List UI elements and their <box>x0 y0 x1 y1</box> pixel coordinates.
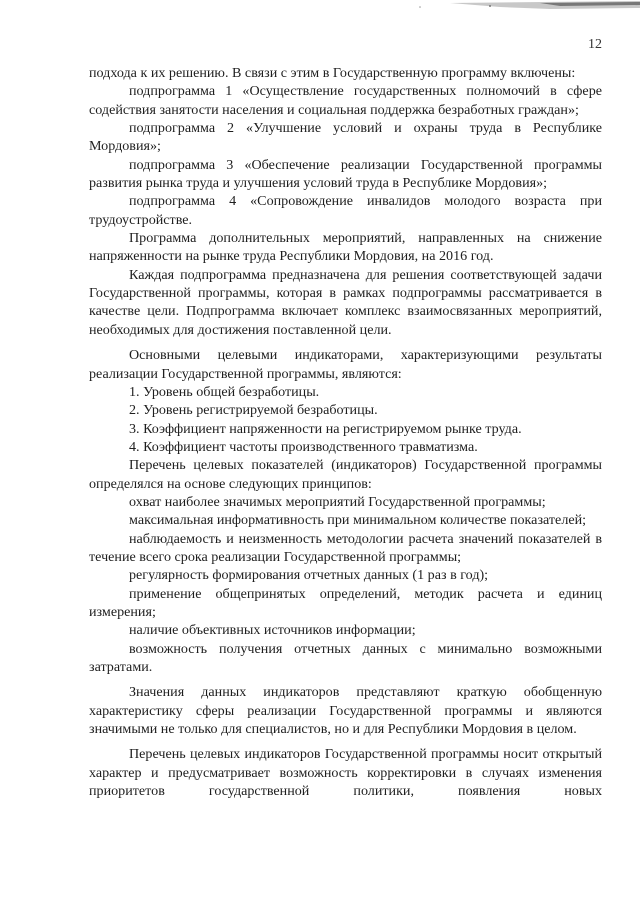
list-item: охват наиболее значимых мероприятий Государственной программы; <box>129 493 546 510</box>
list-item: 4. Коэффициент частоты производственного травматизма. <box>129 438 478 455</box>
paragraph: Каждая подпрограмма предназначена для решения соответствующей задачи Государственной программы, которая в рамках подпрограммы рассматривается в качестве цели. Подпрограмма включает комплекс взаимосвязанных мероприятий, необходимых для достижения поставленной цели. <box>89 266 602 338</box>
paragraph: подхода к их решению. В связи с этим в Государственную программу включены: <box>89 65 576 81</box>
document-body <box>89 64 602 800</box>
list-item: подпрограмма 1 «Осуществление государственных полномочий в сфере содействия занятости населения и социальная поддержка безработных граждан»; <box>89 83 602 118</box>
list-item: наблюдаемость и неизменность методологии расчета значений показателей в течение всего срока реализации Государственной программы; <box>89 530 602 565</box>
list-item: подпрограмма 3 «Обеспечение реализации Государственной программы развития рынка труда и улучшения условий труда в Республике Мордовия»; <box>89 156 602 192</box>
page-number: 12 <box>588 37 602 52</box>
list-item: 3. Коэффициент напряженности на регистрируемом рынке труда. <box>129 420 522 437</box>
list-item: максимальная информативность при минимальном количестве показателей; <box>129 512 587 529</box>
list-item: 1. Уровень общей безработицы. <box>129 383 320 400</box>
list-item: применение общепринятых определений, методик расчета и единиц измерения; <box>89 585 602 620</box>
paragraph: Значения данных индикаторов представляют краткую обобщенную характеристику сферы реализации Государственной программы и являются значимыми не только для специалистов, но и для Республики Мордовия в целом. <box>89 684 602 738</box>
list-item: возможность получения отчетных данных с минимально возможными затратами. <box>89 640 602 675</box>
list-item: 2. Уровень регистрируемой безработицы. <box>129 402 378 419</box>
paragraph: Перечень целевых показателей (индикаторов) Государственной программы определялся на основе следующих принципов: <box>89 457 602 492</box>
list-item: регулярность формирования отчетных данных (1 раз в год); <box>129 567 489 584</box>
list-item: подпрограмма 2 «Улучшение условий и охраны труда в Республике Мордовия»; <box>89 120 602 155</box>
scan-edge-artifact <box>300 0 640 14</box>
list-item: наличие объективных источников информации; <box>129 622 416 639</box>
paragraph: Основными целевыми индикаторами, характеризующими результаты реализации Государственной программы, являются: <box>89 347 602 382</box>
list-item: подпрограмма 4 «Сопровождение инвалидов молодого возраста при трудоустройстве. <box>89 193 602 228</box>
paragraph: Перечень целевых индикаторов Государственной программы носит открытый характер и предусматривает возможность корректировки в случаях изменения приоритетов государственной политики, появления новых <box>89 746 602 800</box>
paragraph: Программа дополнительных мероприятий, направленных на снижение напряженности на рынке труда Республики Мордовия, на 2016 год. <box>89 230 602 265</box>
